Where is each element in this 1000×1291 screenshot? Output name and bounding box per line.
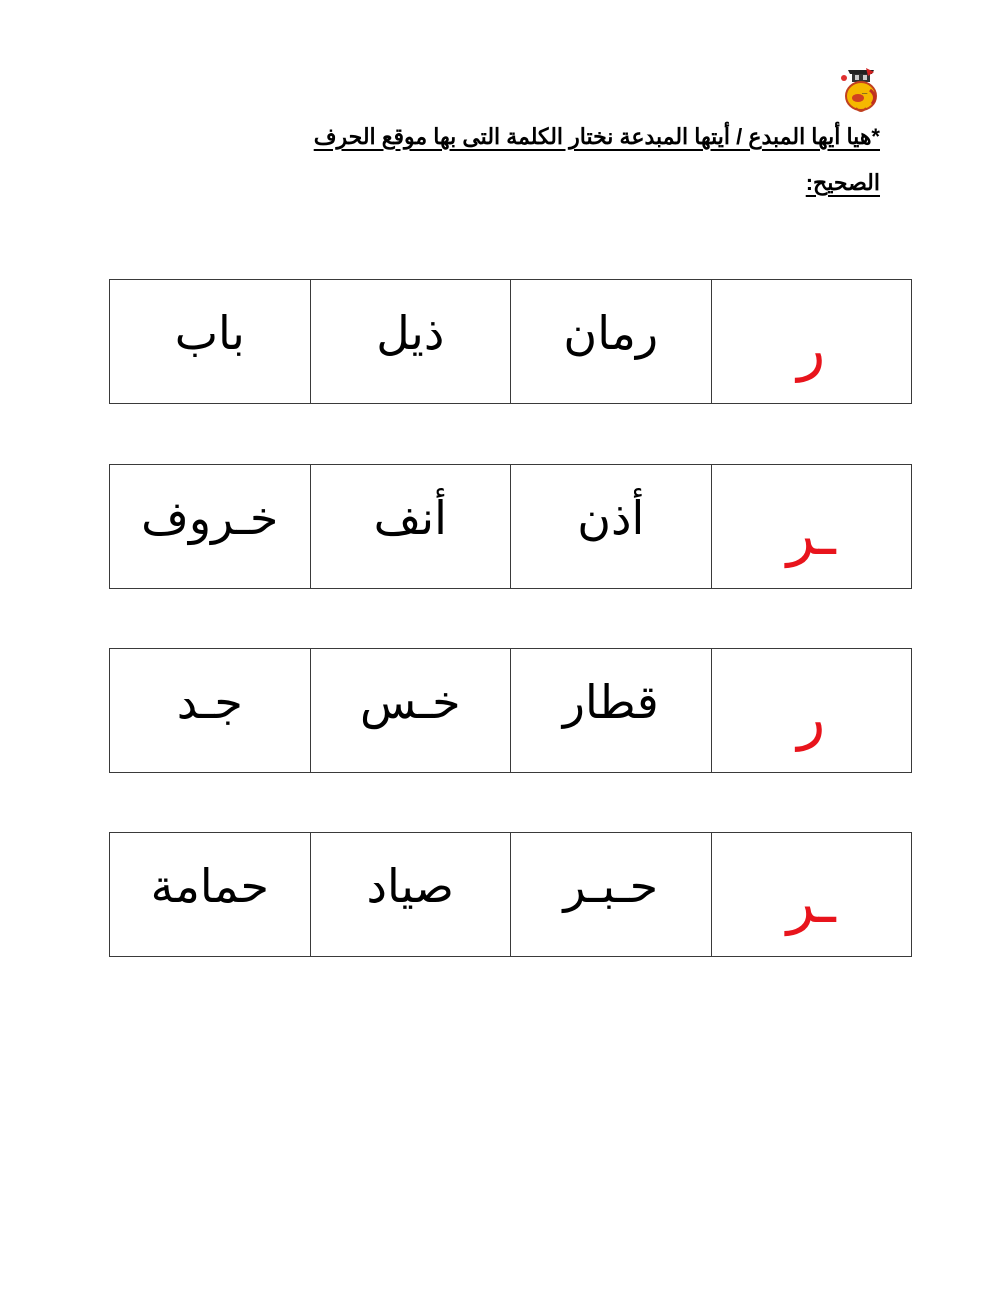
instructions-line-1: *هيا أيها المبدع / أيتها المبدعة نختار الكلمة التى بها موقع الحرف [313, 124, 880, 149]
word-option[interactable]: أذن [510, 465, 711, 588]
word-option[interactable]: حـبـر [510, 833, 711, 956]
cartoon-lantern-logo-icon [836, 64, 888, 116]
word-option[interactable]: باب [174, 305, 245, 360]
exercise-row-1 [109, 279, 912, 404]
word-option[interactable]: ذيل [310, 280, 511, 403]
target-letter: ـر [711, 465, 912, 588]
exercise-row-3 [109, 648, 912, 773]
word-option[interactable]: أنف [310, 465, 511, 588]
word-option[interactable]: خـروف [141, 490, 279, 545]
word-option[interactable]: جـد [176, 674, 243, 729]
instructions-line-2: الصحيح: [805, 170, 880, 195]
svg-text:ـــ: ـــ [862, 89, 868, 96]
target-letter: ـر [711, 833, 912, 956]
word-option[interactable]: خـس [310, 649, 511, 772]
target-letter: ر [711, 280, 912, 403]
word-option[interactable]: قطار [510, 649, 711, 772]
exercise-row-2 [109, 464, 912, 589]
instructions-heading [150, 114, 880, 206]
word-option[interactable]: حمامة [150, 858, 269, 913]
word-option[interactable]: صياد [310, 833, 511, 956]
target-letter: ر [711, 649, 912, 772]
exercise-row-4 [109, 832, 912, 957]
word-option[interactable]: رمان [510, 280, 711, 403]
